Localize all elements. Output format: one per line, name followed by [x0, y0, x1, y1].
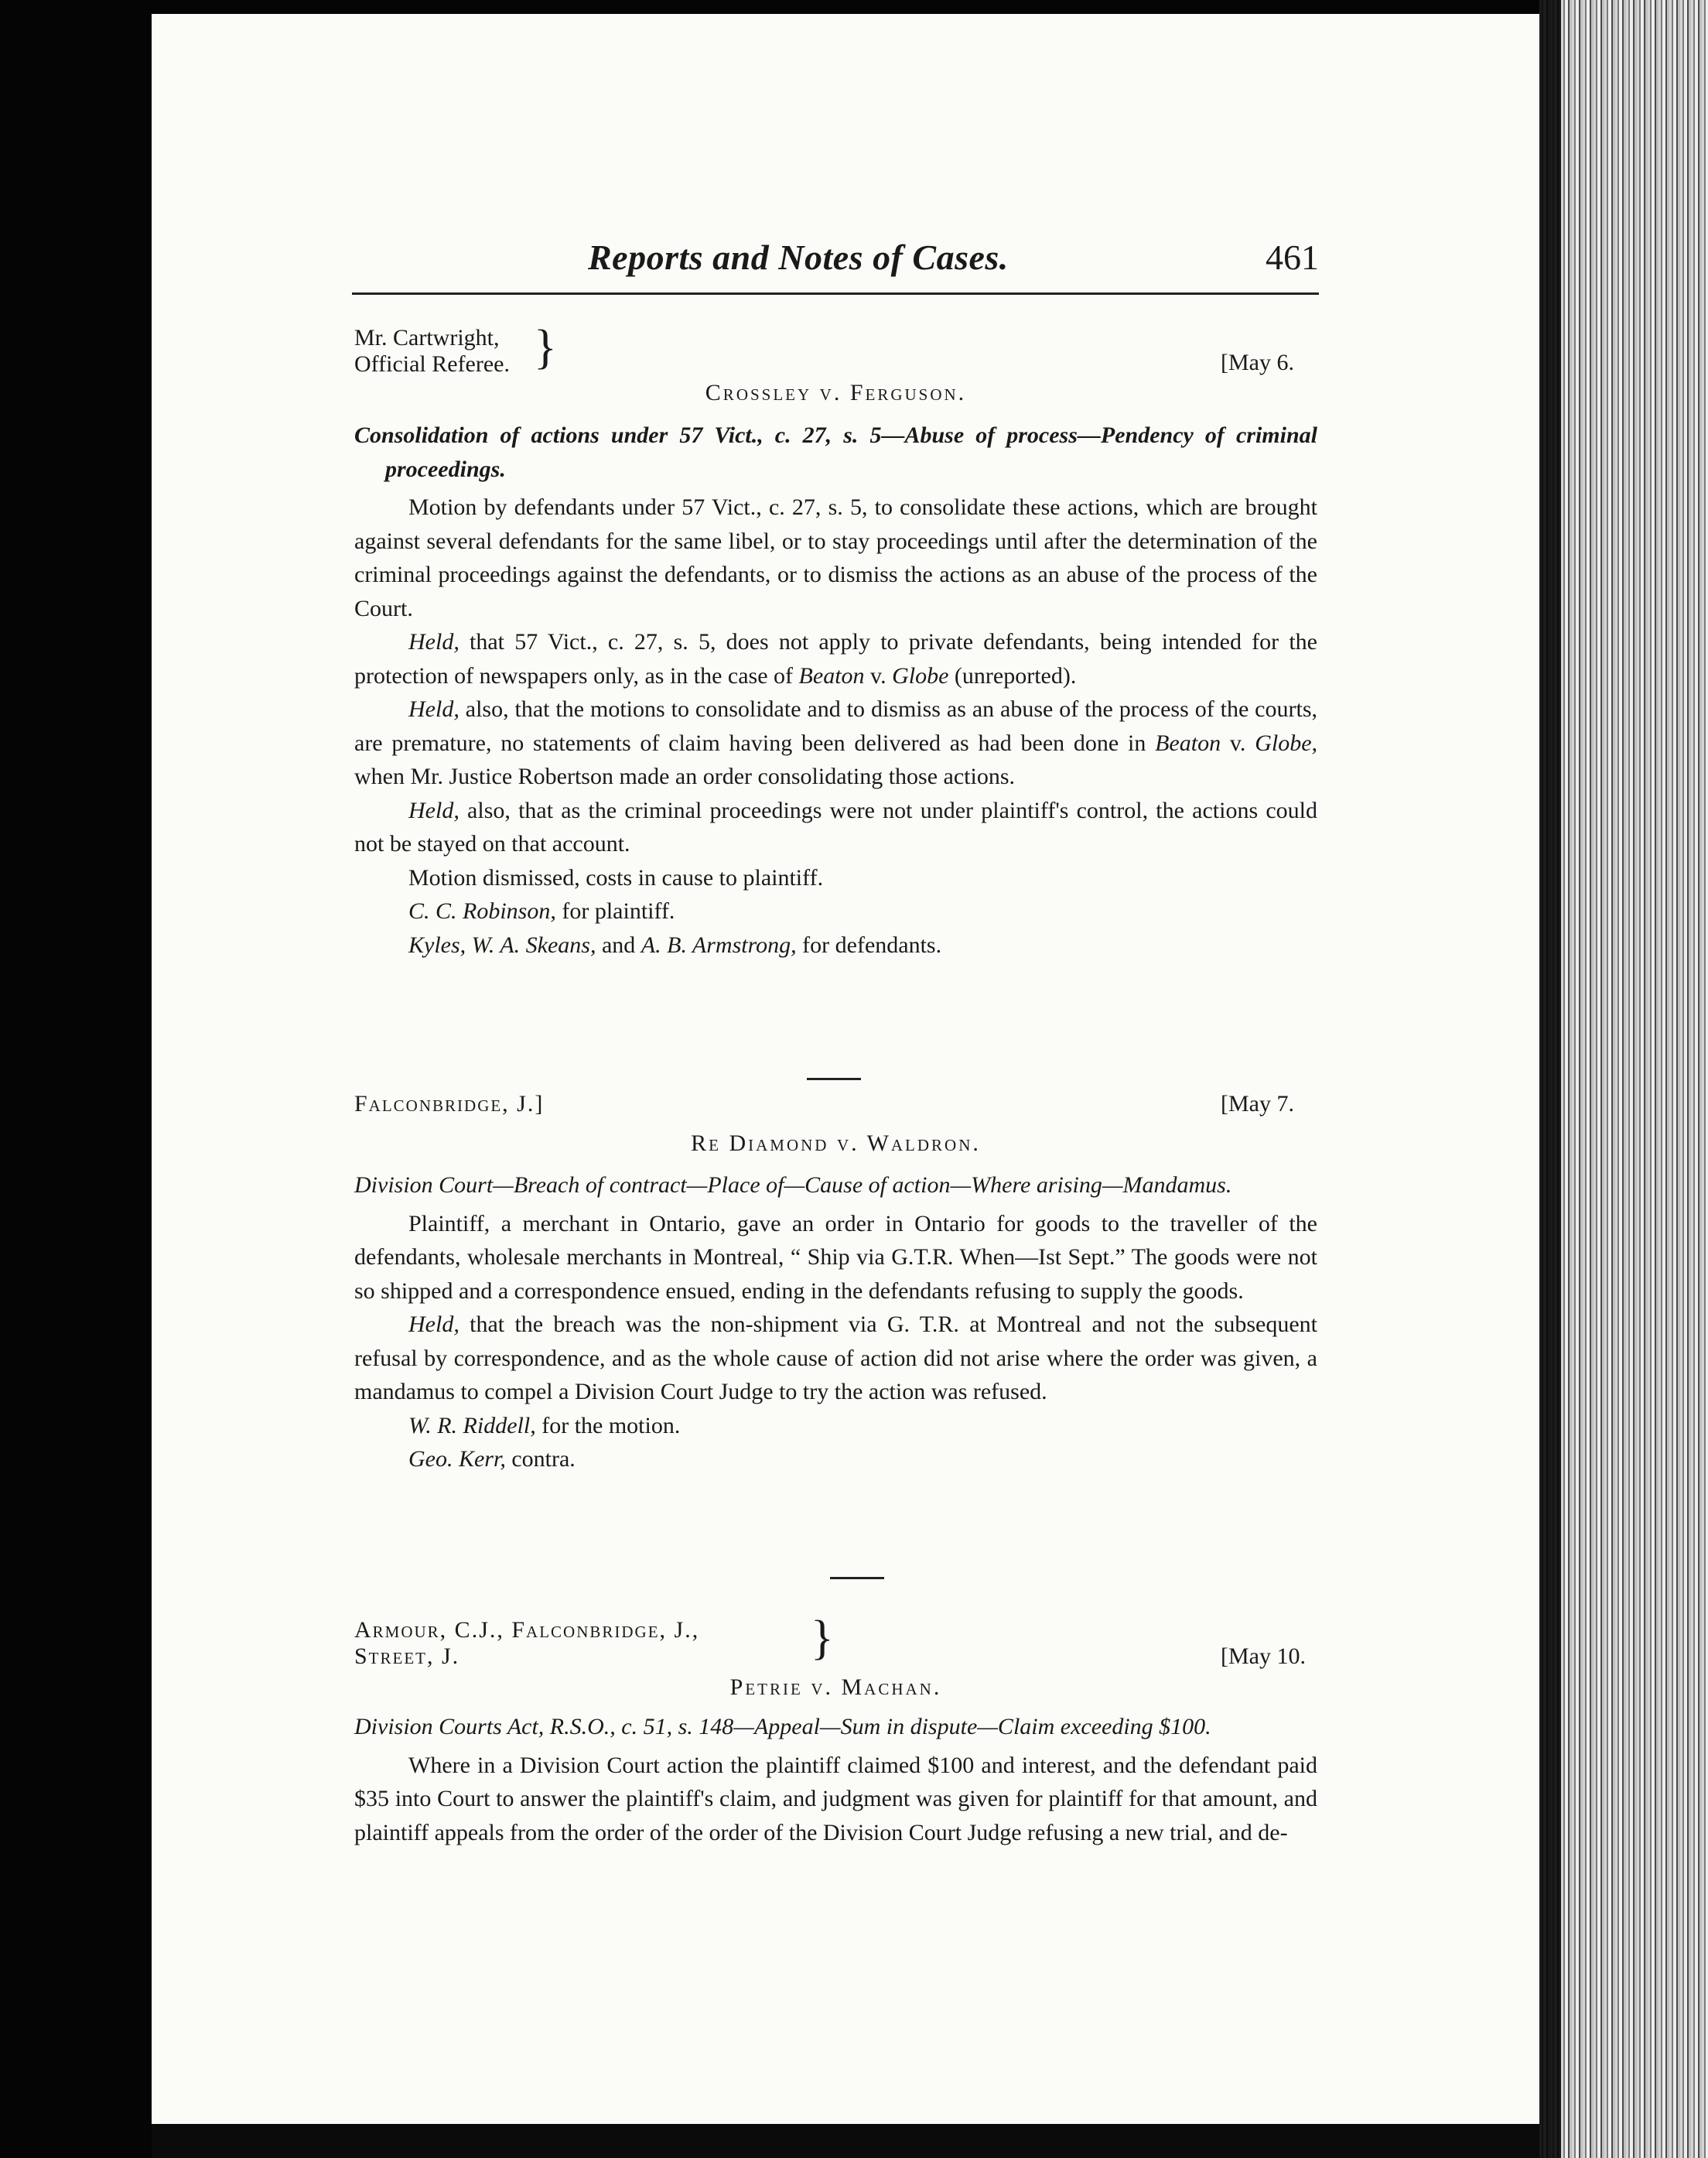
held-label: Held,	[408, 696, 459, 722]
case-name: Beaton	[798, 662, 865, 689]
case2-title: Re Diamond v. Waldron.	[691, 1130, 981, 1156]
held-label: Held,	[408, 797, 459, 823]
case1-headnote: Consolidation of actions under 57 Vict., c. 27, s. 5—Abuse of process—Pendency of criminal proceedings.	[354, 422, 1317, 482]
case3-headnote: Division Courts Act, R.S.O., c. 51, s. 148—Appeal—Sum in dispute—Claim exceeding $100.	[354, 1714, 1211, 1739]
counsel-role: for defendants.	[802, 932, 942, 958]
case-separator	[830, 1577, 884, 1579]
case1-body	[354, 419, 1317, 962]
case2-para-1: Plaintiff, a merchant in Ontario, gave an order in Ontario for goods to the traveller of the defendants, wholesale merchants in Montreal, “ Ship via G.T.R. When—Ist Sept.” The goods were not so shipped and a correspondence ensued, ending in the defendants refusing to supply the goods.	[354, 1210, 1317, 1304]
page-number: 461	[1266, 238, 1319, 277]
case-name: Globe	[892, 662, 949, 689]
case2-headnote: Division Court—Breach of contract—Place of—Cause of action—Where arising—Mandamus.	[354, 1172, 1232, 1198]
case3-body	[354, 1710, 1317, 1849]
case3-title: Petrie v. Machan.	[729, 1674, 942, 1700]
case-name: Beaton	[1155, 730, 1221, 756]
case1-para-3	[354, 693, 1317, 794]
counsel-role: for plaintiff.	[562, 898, 675, 924]
case2-counsel-motion	[354, 1409, 1317, 1443]
case2-body	[354, 1168, 1317, 1476]
scan-gutter-right	[1539, 0, 1561, 2158]
scan-page-edge-right	[1539, 0, 1708, 2158]
case1-para-1: Motion by defendants under 57 Vict., c. 27, s. 5, to consolidate these actions, which are brought against several defendants for the same libel, or to stay proceedings until after the determination of the criminal proceedings against the defendants, or to dismiss the actions as an abuse of the process of the Court.	[354, 494, 1317, 621]
versus: v.	[1229, 730, 1246, 756]
case3-judge-line-1: Armour, C.J., Falconbridge, J.,	[354, 1617, 700, 1643]
case1-para-3-text: also, that the motions to consolidate and to dismiss as an abuse of the process of the courts, are premature, no statements of claim having been delivered as had been done in	[354, 696, 1318, 756]
case2-judge: Falconbridge, J.]	[354, 1091, 545, 1117]
running-header-title: Reports and Notes of Cases.	[588, 238, 1009, 277]
case1-judge-line-2: Official Referee.	[354, 351, 510, 377]
case1-title: Crossley v. Ferguson.	[705, 380, 967, 405]
counsel-role: contra.	[511, 1446, 576, 1472]
case2-para-2	[354, 1308, 1317, 1409]
case1-counsel-plaintiff	[354, 894, 1317, 929]
case1-para-3-end: when Mr. Justice Robertson made an order consolidating those actions.	[354, 764, 1015, 789]
running-header	[352, 237, 1319, 286]
case1-para-2	[354, 625, 1317, 693]
counsel-role: for the motion.	[541, 1412, 681, 1438]
counsel-name: A. B. Armstrong,	[640, 932, 797, 958]
held-label: Held,	[408, 629, 459, 655]
scan-border-left	[0, 0, 152, 2158]
case1-judge-line-1: Mr. Cartwright,	[354, 325, 500, 351]
header-rule	[352, 292, 1319, 295]
held-label: Held,	[408, 1312, 459, 1337]
case3-judge-line-2: Street, J.	[354, 1643, 460, 1669]
counsel-name: C. C. Robinson,	[408, 898, 556, 924]
case1-para-4-text: also, that as the criminal proceedings were not under plaintiff's control, the actions could not be stayed on that account.	[354, 797, 1317, 857]
case1-disposition: Motion dismissed, costs in cause to plaintiff.	[408, 864, 824, 891]
case-separator	[807, 1078, 861, 1080]
counsel-name: W. R. Riddell,	[408, 1412, 536, 1438]
case1-para-2-text: that 57 Vict., c. 27, s. 5, does not apply to private defendants, being intended for the protection of newspapers only, as in the case of	[354, 629, 1318, 689]
case3-para-1: Where in a Division Court action the plaintiff claimed $100 and interest, and the defendant paid $35 into Court to answer the plaintiff's claim, and judgment was given for plaintiff for that amount, and plaintiff appeals from the order of the order of the Division Court Judge refusing a new trial, and de-	[354, 1752, 1317, 1845]
case1-para-2-end: (unreported).	[954, 662, 1077, 689]
versus: v.	[870, 662, 886, 689]
counsel-name: Kyles, W. A. Skeans,	[408, 932, 596, 958]
counsel-name: Geo. Kerr,	[408, 1446, 506, 1472]
case1-judges-brace: }	[534, 321, 557, 374]
case2-para-2-text: that the breach was the non-shipment via G. T.R. at Montreal and not the subsequent refusal by correspondence, and as the whole cause of action did not arise where the order was given, a mandamus to compel a Division Court Judge to try the action was refused.	[354, 1312, 1317, 1404]
case1-para-4	[354, 794, 1317, 861]
case-name: Globe,	[1255, 730, 1318, 756]
scan-border-bottom	[152, 2124, 1539, 2158]
case3-judges-brace: }	[811, 1612, 834, 1664]
conjunction: and	[601, 932, 636, 958]
case2-date: [May 7.	[1221, 1091, 1294, 1117]
case3-date: [May 10.	[1221, 1643, 1306, 1669]
case1-counsel-defendants	[354, 929, 1317, 963]
case1-date: [May 6.	[1221, 350, 1294, 375]
scan-border-top	[0, 0, 1708, 14]
case2-counsel-contra	[354, 1442, 1317, 1476]
